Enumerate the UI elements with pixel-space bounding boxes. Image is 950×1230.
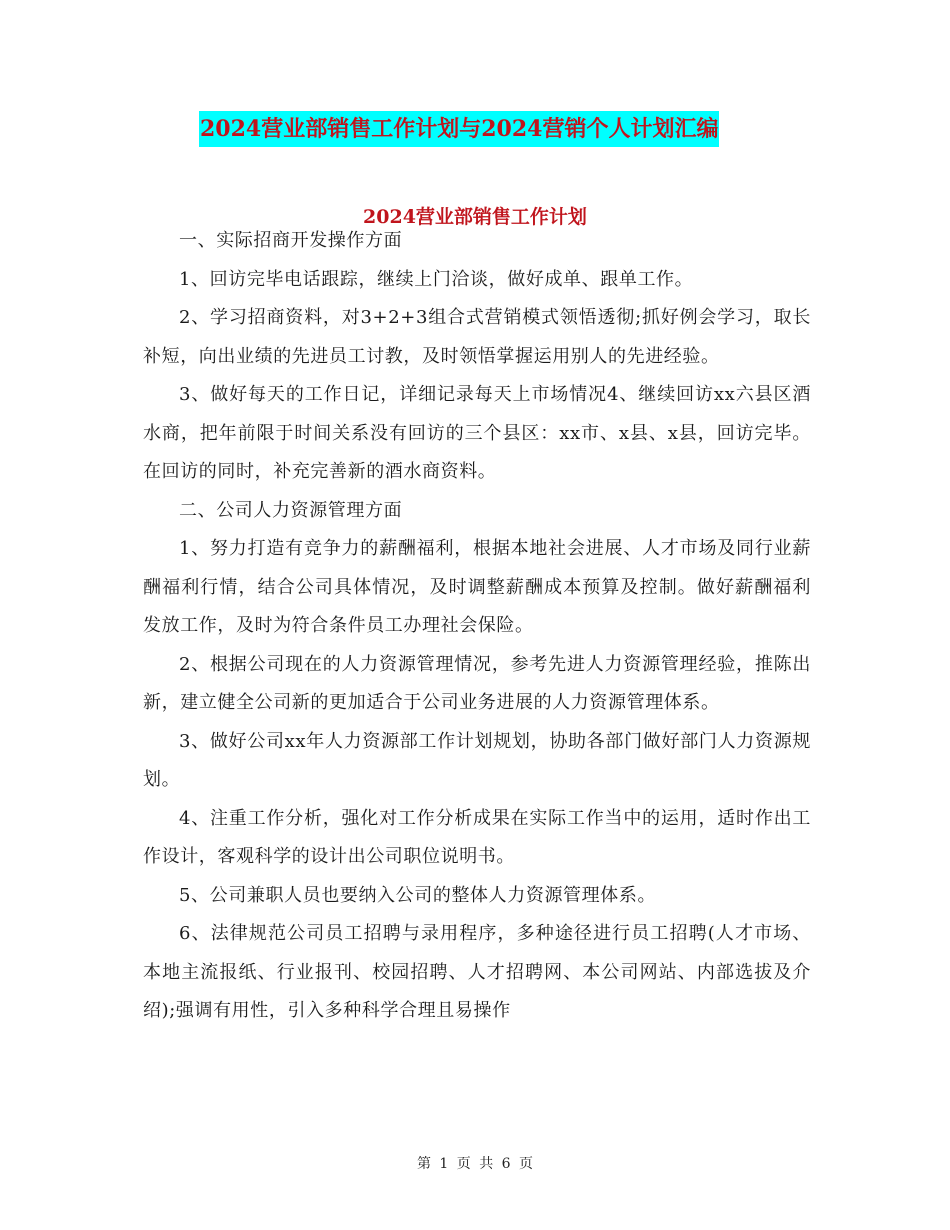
paragraph: 2、根据公司现在的人力资源管理情况，参考先进人力资源管理经验，推陈出新，建立健全公司新的更加适合于公司业务进展的人力资源管理体系。 xyxy=(143,653,811,713)
paragraph: 1、努力打造有竞争力的薪酬福利，根据本地社会进展、人才市场及同行业薪酬福利行情，结合公司具体情况，及时调整薪酬成本预算及控制。做好薪酬福利发放工作，及时为符合条件员工办理社会保险。 xyxy=(143,538,811,636)
paragraph: 3、做好每天的工作日记，详细记录每天上市场情况4、继续回访xx六县区酒水商，把年前限于时间关系没有回访的三个县区：xx市、x县、x县，回访完毕。在回访的同时，补充完善新的酒水商资料。 xyxy=(143,384,811,482)
paragraph: 4、注重工作分析，强化对工作分析成果在实际工作当中的运用，适时作出工作设计，客观科学的设计出公司职位说明书。 xyxy=(143,807,811,867)
page-footer: 第 1 页 共 6 页 xyxy=(416,1156,534,1172)
section-title: 2024营业部销售工作计划 xyxy=(363,206,587,228)
document-title: 2024营业部销售工作计划与2024营销个人计划汇编 xyxy=(199,111,719,147)
paragraph: 5、公司兼职人员也要纳入公司的整体人力资源管理体系。 xyxy=(179,884,657,906)
paragraph: 6、法律规范公司员工招聘与录用程序，多种途径进行员工招聘(人才市场、本地主流报纸、行业报刊、校园招聘、人才招聘网、本公司网站、内部选拔及介绍);强调有用性，引入多种科学合理且易操作 xyxy=(143,923,811,1021)
document-body xyxy=(143,222,811,1031)
paragraph-heading-1: 一、实际招商开发操作方面 xyxy=(179,230,403,251)
paragraph-heading-2: 二、公司人力资源管理方面 xyxy=(179,499,403,521)
paragraph: 1、回访完毕电话跟踪，继续上门洽谈，做好成单、跟单工作。 xyxy=(179,268,694,290)
paragraph: 2、学习招商资料，对3+2+3组合式营销模式领悟透彻;抓好例会学习，取长补短，向出业绩的先进员工讨教，及时领悟掌握运用别人的先进经验。 xyxy=(143,307,811,367)
paragraph: 3、做好公司xx年人力资源部工作计划规划，协助各部门做好部门人力资源规划。 xyxy=(143,730,811,790)
